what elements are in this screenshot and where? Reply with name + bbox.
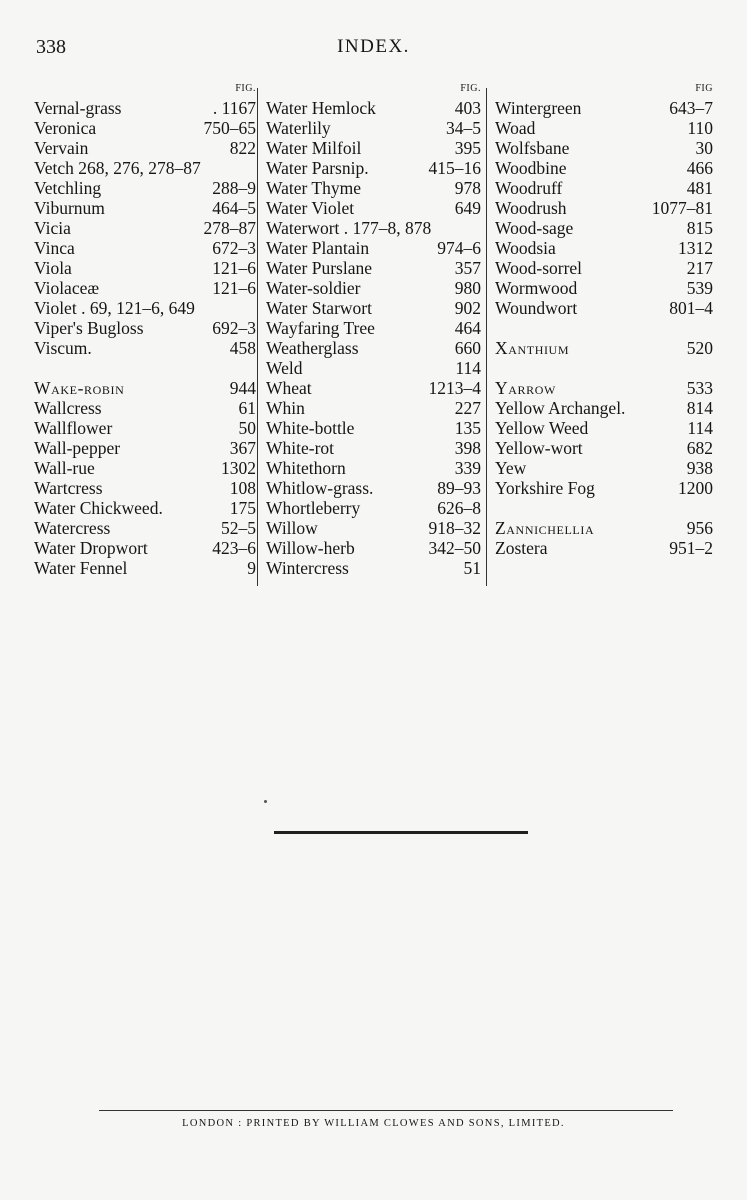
index-entry bbox=[266, 298, 481, 318]
section-gap bbox=[495, 358, 713, 378]
index-term: Water Purslane bbox=[266, 258, 372, 278]
figure-reference: 1077–81 bbox=[651, 198, 713, 218]
index-entry bbox=[495, 258, 713, 278]
index-entry bbox=[266, 278, 481, 298]
index-term: Vervain bbox=[34, 138, 89, 158]
index-term: Viscum. bbox=[34, 338, 92, 358]
index-entry bbox=[34, 518, 256, 538]
index-entry bbox=[495, 278, 713, 298]
figure-reference: 974–6 bbox=[437, 238, 481, 258]
printer-imprint: LONDON : PRINTED BY WILLIAM CLOWES AND SONS, LIMITED. bbox=[182, 1118, 565, 1129]
footer-rule bbox=[99, 1110, 673, 1111]
index-term: Vetch 268, 276, 278–87 bbox=[34, 158, 201, 178]
figure-reference: 1312 bbox=[678, 238, 713, 258]
figure-reference: 395 bbox=[454, 138, 481, 158]
index-entry bbox=[34, 158, 256, 178]
index-term: Water Fennel bbox=[34, 558, 128, 578]
figure-reference: 30 bbox=[695, 138, 713, 158]
index-entry bbox=[495, 218, 713, 238]
index-entry bbox=[495, 158, 713, 178]
figure-reference: 672–3 bbox=[212, 238, 256, 258]
figure-reference: 951–2 bbox=[669, 538, 713, 558]
index-term: Water Starwort bbox=[266, 298, 372, 318]
index-term: Wallflower bbox=[34, 418, 113, 438]
figure-reference: 367 bbox=[229, 438, 256, 458]
index-entry bbox=[495, 338, 713, 358]
index-entry bbox=[34, 538, 256, 558]
figure-reference: 626–8 bbox=[437, 498, 481, 518]
index-entry bbox=[34, 438, 256, 458]
figure-reference: 902 bbox=[454, 298, 481, 318]
index-term: Willow bbox=[266, 518, 318, 538]
index-entry bbox=[34, 118, 256, 138]
figure-reference: 643–7 bbox=[669, 98, 713, 118]
index-entry bbox=[34, 258, 256, 278]
figure-reference: 89–93 bbox=[437, 478, 481, 498]
index-term: Whortleberry bbox=[266, 498, 361, 518]
index-term: White-bottle bbox=[266, 418, 355, 438]
figure-reference: 217 bbox=[686, 258, 713, 278]
figure-reference: 342–50 bbox=[428, 538, 481, 558]
index-term: Viola bbox=[34, 258, 72, 278]
index-term: Water-soldier bbox=[266, 278, 361, 298]
index-entry bbox=[495, 238, 713, 258]
figure-reference: 1200 bbox=[678, 478, 713, 498]
index-term: Wood-sage bbox=[495, 218, 574, 238]
print-speck bbox=[264, 800, 267, 803]
index-entry bbox=[34, 338, 256, 358]
index-term: Viper's Bugloss bbox=[34, 318, 144, 338]
index-term: Woad bbox=[495, 118, 536, 138]
figure-reference: 121–6 bbox=[212, 258, 256, 278]
figure-reference: 61 bbox=[238, 398, 256, 418]
index-entry bbox=[266, 178, 481, 198]
index-column-3 bbox=[495, 80, 713, 558]
column-divider bbox=[486, 88, 487, 586]
index-term: Water Violet bbox=[266, 198, 355, 218]
index-entry bbox=[495, 458, 713, 478]
figure-reference: 52–5 bbox=[221, 518, 256, 538]
figure-reference: 682 bbox=[686, 438, 713, 458]
index-entry bbox=[495, 198, 713, 218]
figure-reference: 464 bbox=[454, 318, 481, 338]
column-divider bbox=[257, 88, 258, 586]
index-term: Whin bbox=[266, 398, 305, 418]
figure-reference: 938 bbox=[686, 458, 713, 478]
figure-reference: 114 bbox=[687, 418, 713, 438]
index-entry bbox=[495, 538, 713, 558]
figure-reference: 466 bbox=[686, 158, 713, 178]
section-gap bbox=[495, 318, 713, 338]
figure-reference: 533 bbox=[686, 378, 713, 398]
index-term: Vinca bbox=[34, 238, 75, 258]
index-term: Yorkshire Fog bbox=[495, 478, 595, 498]
index-term: Viburnum bbox=[34, 198, 105, 218]
index-term: Wood-sorrel bbox=[495, 258, 583, 278]
figure-reference: 227 bbox=[454, 398, 481, 418]
index-term: Wallcress bbox=[34, 398, 102, 418]
section-gap bbox=[34, 358, 256, 378]
index-entry bbox=[266, 338, 481, 358]
index-term: Violaceæ bbox=[34, 278, 100, 298]
figure-reference: 114 bbox=[455, 358, 481, 378]
figure-reference: 1302 bbox=[221, 458, 256, 478]
index-entry bbox=[34, 198, 256, 218]
index-entry bbox=[266, 438, 481, 458]
index-entry bbox=[266, 218, 481, 238]
index-columns bbox=[34, 80, 714, 585]
figure-reference: 50 bbox=[238, 418, 256, 438]
index-entry bbox=[266, 98, 481, 118]
index-entry bbox=[266, 138, 481, 158]
figure-reference: 9 bbox=[247, 558, 256, 578]
index-term: Zannichellia bbox=[495, 518, 595, 538]
figure-reference: 121–6 bbox=[212, 278, 256, 298]
index-term: Yellow Archangel. bbox=[495, 398, 626, 418]
index-entry bbox=[34, 298, 256, 318]
index-term: Whitlow-grass. bbox=[266, 478, 374, 498]
index-entry bbox=[266, 378, 481, 398]
figure-reference: 464–5 bbox=[212, 198, 256, 218]
figure-reference: 692–3 bbox=[212, 318, 256, 338]
index-term: Vicia bbox=[34, 218, 71, 238]
index-entry bbox=[34, 98, 256, 118]
index-entry bbox=[266, 558, 481, 578]
index-entry bbox=[34, 558, 256, 578]
figure-reference: 814 bbox=[686, 398, 713, 418]
index-entry bbox=[495, 438, 713, 458]
figure-reference: 398 bbox=[454, 438, 481, 458]
index-entry bbox=[495, 378, 713, 398]
fig-column-heading: FIG. bbox=[235, 83, 256, 94]
index-term: Wake-robin bbox=[34, 378, 125, 398]
index-term: Wheat bbox=[266, 378, 312, 398]
figure-reference: 539 bbox=[686, 278, 713, 298]
index-term: Willow-herb bbox=[266, 538, 355, 558]
figure-reference: 750–65 bbox=[203, 118, 256, 138]
figure-reference: . 1167 bbox=[212, 98, 256, 118]
index-term: Vetchling bbox=[34, 178, 102, 198]
figure-reference: 423–6 bbox=[212, 538, 256, 558]
index-entry bbox=[266, 318, 481, 338]
figure-reference: 357 bbox=[454, 258, 481, 278]
figure-reference: 339 bbox=[454, 458, 481, 478]
index-entry bbox=[34, 278, 256, 298]
index-term: Woodruff bbox=[495, 178, 563, 198]
figure-reference: 278–87 bbox=[203, 218, 256, 238]
index-entry bbox=[34, 318, 256, 338]
index-term: Woodrush bbox=[495, 198, 567, 218]
figure-reference: 918–32 bbox=[428, 518, 481, 538]
index-term: Wintergreen bbox=[495, 98, 582, 118]
index-entry bbox=[266, 358, 481, 378]
index-term: Wolfsbane bbox=[495, 138, 570, 158]
index-term: Water Milfoil bbox=[266, 138, 362, 158]
index-term: Weld bbox=[266, 358, 303, 378]
figure-reference: 980 bbox=[454, 278, 481, 298]
figure-reference: 288–9 bbox=[212, 178, 256, 198]
index-entry bbox=[34, 138, 256, 158]
page-number: 338 bbox=[36, 36, 66, 58]
index-entry bbox=[34, 398, 256, 418]
figure-reference: 978 bbox=[454, 178, 481, 198]
index-entry bbox=[266, 478, 481, 498]
figure-reference: 660 bbox=[454, 338, 481, 358]
index-term: Weatherglass bbox=[266, 338, 359, 358]
figure-reference: 135 bbox=[454, 418, 481, 438]
figure-reference: 108 bbox=[229, 478, 256, 498]
index-entry bbox=[266, 498, 481, 518]
index-entry bbox=[266, 458, 481, 478]
fig-column-heading: FIG. bbox=[460, 83, 481, 94]
index-entry bbox=[34, 478, 256, 498]
index-entry bbox=[34, 218, 256, 238]
figure-reference: 175 bbox=[229, 498, 256, 518]
index-column-1 bbox=[34, 80, 256, 578]
index-entry bbox=[495, 178, 713, 198]
index-term: Yew bbox=[495, 458, 527, 478]
index-term: Woundwort bbox=[495, 298, 578, 318]
figure-reference: 520 bbox=[686, 338, 713, 358]
index-entry bbox=[495, 478, 713, 498]
figure-reference: 956 bbox=[686, 518, 713, 538]
figure-reference: 1213–4 bbox=[428, 378, 481, 398]
index-term: Yarrow bbox=[495, 378, 556, 398]
index-entry bbox=[495, 138, 713, 158]
index-term: Wartcress bbox=[34, 478, 103, 498]
index-entry bbox=[266, 418, 481, 438]
index-entry bbox=[266, 198, 481, 218]
section-gap bbox=[495, 498, 713, 518]
figure-reference: 944 bbox=[229, 378, 256, 398]
index-term: Wintercress bbox=[266, 558, 349, 578]
figure-reference: 822 bbox=[229, 138, 256, 158]
index-entry bbox=[266, 518, 481, 538]
index-term: Water Dropwort bbox=[34, 538, 148, 558]
index-term: Wayfaring Tree bbox=[266, 318, 375, 338]
index-entry bbox=[266, 158, 481, 178]
index-entry bbox=[266, 118, 481, 138]
running-head: INDEX. bbox=[337, 36, 410, 57]
index-term: Woodbine bbox=[495, 158, 567, 178]
index-term: Water Plantain bbox=[266, 238, 370, 258]
figure-reference: 403 bbox=[454, 98, 481, 118]
figure-reference: 815 bbox=[686, 218, 713, 238]
index-term: Xanthium bbox=[495, 338, 570, 358]
figure-reference: 415–16 bbox=[428, 158, 481, 178]
figure-reference: 34–5 bbox=[446, 118, 481, 138]
index-term: White-rot bbox=[266, 438, 335, 458]
index-entry bbox=[495, 298, 713, 318]
fig-column-heading: FIG bbox=[695, 83, 713, 94]
index-term: Water Parsnip. bbox=[266, 158, 369, 178]
index-entry bbox=[34, 498, 256, 518]
index-entry bbox=[34, 458, 256, 478]
index-column-2 bbox=[266, 80, 481, 578]
index-term: Water Thyme bbox=[266, 178, 361, 198]
index-entry bbox=[495, 98, 713, 118]
index-entry bbox=[266, 538, 481, 558]
index-term: Yellow Weed bbox=[495, 418, 589, 438]
end-of-index-rule bbox=[274, 831, 528, 834]
index-entry bbox=[266, 238, 481, 258]
index-term: Waterlily bbox=[266, 118, 331, 138]
index-term: Wall-pepper bbox=[34, 438, 121, 458]
figure-reference: 481 bbox=[686, 178, 713, 198]
index-entry bbox=[495, 118, 713, 138]
figure-reference: 649 bbox=[454, 198, 481, 218]
index-term: Waterwort . 177–8, 878 bbox=[266, 218, 432, 238]
index-term: Vernal-grass bbox=[34, 98, 122, 118]
index-term: Wormwood bbox=[495, 278, 578, 298]
index-term: Veronica bbox=[34, 118, 97, 138]
index-term: Watercress bbox=[34, 518, 111, 538]
index-entry bbox=[266, 258, 481, 278]
index-term: Zostera bbox=[495, 538, 548, 558]
index-entry bbox=[495, 518, 713, 538]
index-entry bbox=[34, 418, 256, 438]
figure-reference: 110 bbox=[687, 118, 713, 138]
index-term: Wall-rue bbox=[34, 458, 95, 478]
index-entry bbox=[495, 418, 713, 438]
index-term: Whitethorn bbox=[266, 458, 346, 478]
index-term: Violet . 69, 121–6, 649 bbox=[34, 298, 195, 318]
index-entry bbox=[34, 378, 256, 398]
index-entry bbox=[34, 238, 256, 258]
index-term: Water Hemlock bbox=[266, 98, 376, 118]
index-entry bbox=[266, 398, 481, 418]
index-term: Yellow-wort bbox=[495, 438, 583, 458]
index-entry bbox=[495, 398, 713, 418]
index-term: Woodsia bbox=[495, 238, 556, 258]
figure-reference: 458 bbox=[229, 338, 256, 358]
figure-reference: 51 bbox=[463, 558, 481, 578]
figure-reference: 801–4 bbox=[669, 298, 713, 318]
index-entry bbox=[34, 178, 256, 198]
index-term: Water Chickweed. bbox=[34, 498, 163, 518]
